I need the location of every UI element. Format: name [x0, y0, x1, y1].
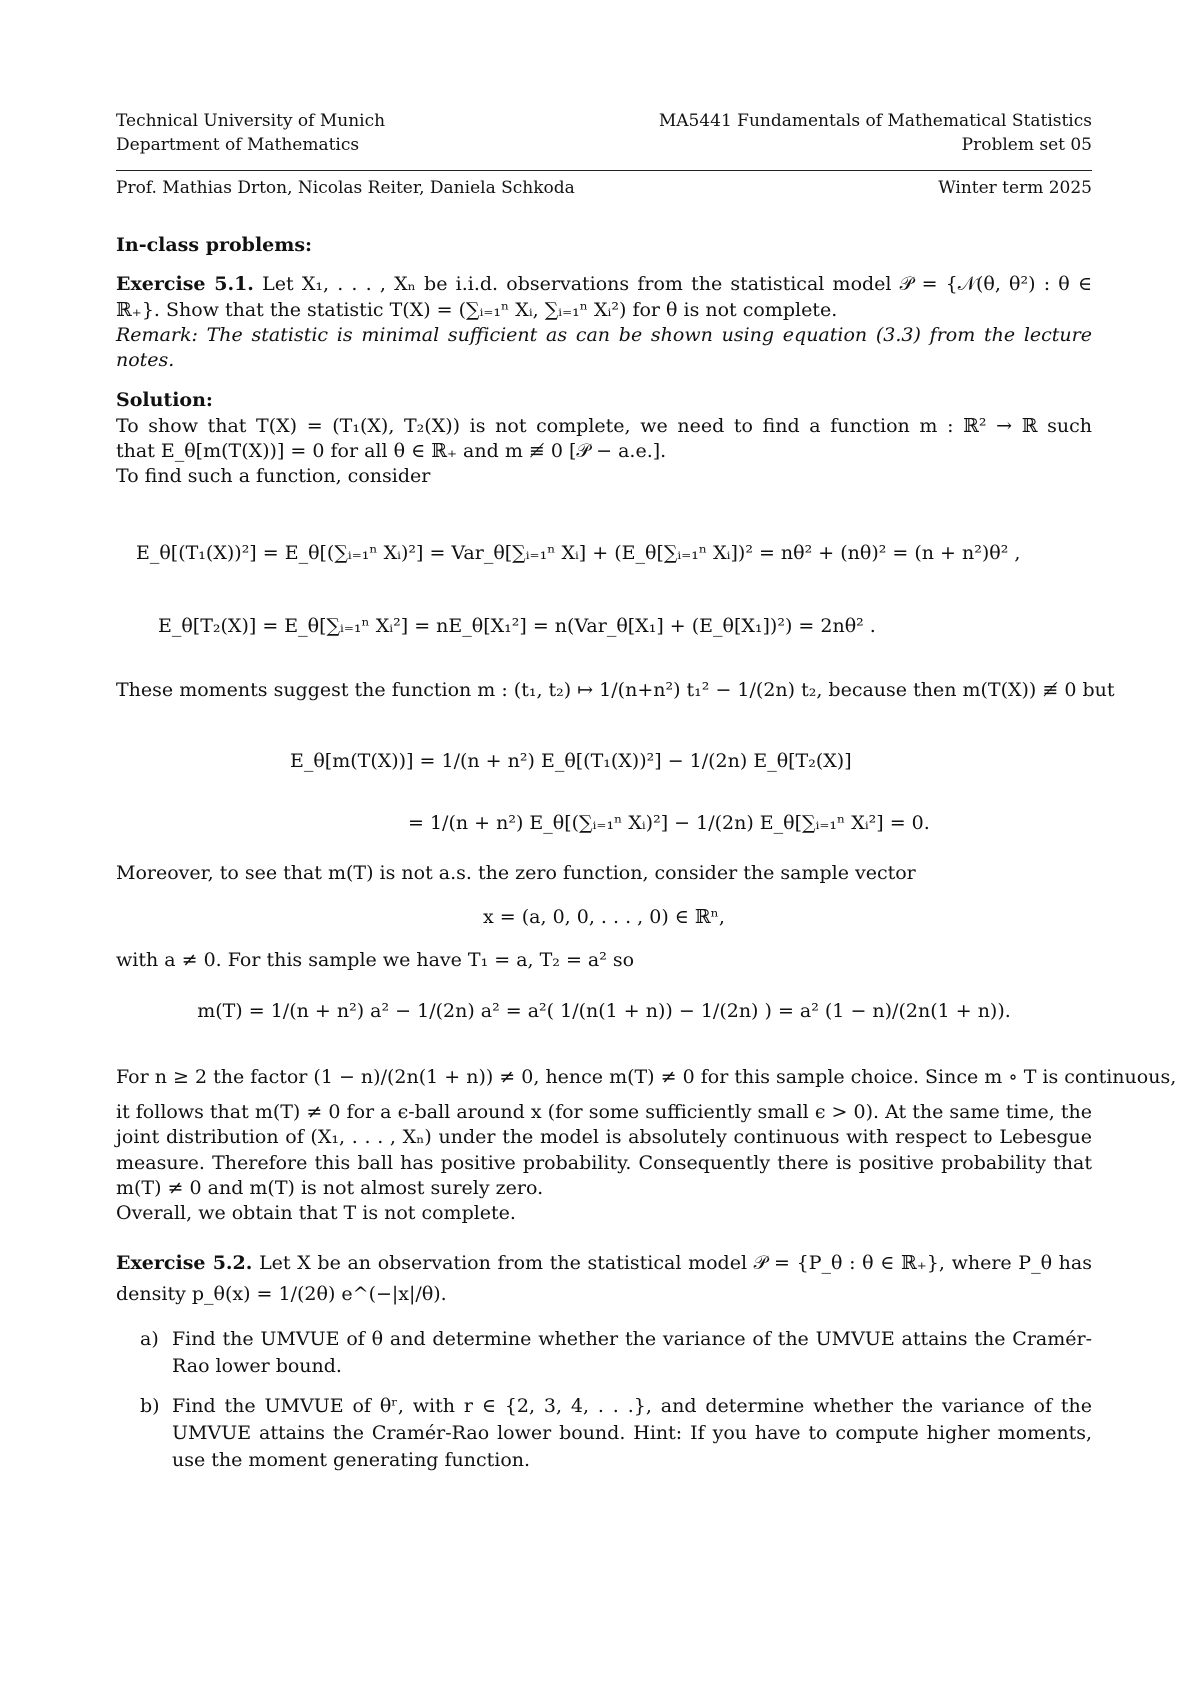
section-title: In-class problems: [116, 234, 313, 256]
solution-paragraph-5-line3: joint distribution of (X₁, . . . , Xₙ) under the model is absolutely continuous with respect to Lebesgue [116, 1126, 1092, 1148]
solution-paragraph-4: with a ≠ 0. For this sample we have T₁ = a, T₂ = a² so [116, 949, 635, 971]
course-title: MA5441 Fundamentals of Mathematical Statistics [658, 111, 1092, 131]
exercise-5-2-label: Exercise 5.2. [116, 1252, 253, 1274]
item-b-line2: UMVUE attains the Cramér-Rao lower bound. Hint: If you have to compute higher moments, [172, 1422, 1092, 1444]
exercise-5-2-statement-2: density p_θ(x) = 1/(2θ) e^(−|x|/θ). [116, 1283, 447, 1305]
item-b-line1: Find the UMVUE of θʳ, with r ∈ {2, 3, 4, . . .}, and determine whether the variance of the [172, 1395, 1092, 1417]
item-a-line2: Rao lower bound. [172, 1355, 342, 1377]
term: Winter term 2025 [938, 178, 1092, 198]
expectation-equation-1: E_θ[m(T(X))] = 1/(n + n²) E_θ[(T₁(X))²] − 1/(2n) E_θ[T₂(X)] [290, 750, 852, 772]
solution-paragraph-5-line4: measure. Therefore this ball has positive probability. Consequently there is positive probability that [116, 1152, 1092, 1174]
exercise-5-1-remark-2: notes. [116, 349, 175, 371]
expectation-equation-2: = 1/(n + n²) E_θ[(∑ᵢ₌₁ⁿ Xᵢ)²] − 1/(2n) E_θ[∑ᵢ₌₁ⁿ Xᵢ²] = 0. [408, 812, 930, 834]
solution-conclusion: Overall, we obtain that T is not complete. [116, 1202, 516, 1224]
item-a-label: a) [140, 1328, 159, 1350]
item-b-label: b) [140, 1395, 160, 1417]
solution-paragraph-5-line2: it follows that m(T) ≠ 0 for a ϵ-ball around x (for some sufficiently small ϵ > 0). At the same time, the [116, 1101, 1092, 1123]
solution-paragraph-1-line2: that E_θ[m(T(X))] = 0 for all θ ∈ ℝ₊ and m ≢ 0 [𝒫 − a.e.]. [116, 440, 667, 462]
exercise-5-1-remark-1: Remark: The statistic is minimal sufficient as can be shown using equation (3.3) from the lecture [116, 324, 1092, 346]
moment-equation-1: E_θ[(T₁(X))²] = E_θ[(∑ᵢ₌₁ⁿ Xᵢ)²] = Var_θ[∑ᵢ₌₁ⁿ Xᵢ] + (E_θ[∑ᵢ₌₁ⁿ Xᵢ])² = nθ² + (nθ)² = (n + n²)θ² , [136, 542, 1021, 564]
exercise-5-2-item-a [116, 1326, 1092, 1380]
solution-paragraph-1-line3: To find such a function, consider [116, 465, 431, 487]
department-name: Department of Mathematics [116, 135, 360, 155]
exercise-5-2-line1 [116, 1250, 1092, 1277]
m-of-t-equation: m(T) = 1/(n + n²) a² − 1/(2n) a² = a²( 1/(n(1 + n)) − 1/(2n) ) = a² (1 − n)/(2n(1 + n)). [197, 1000, 1011, 1022]
exercise-5-1-statement-2: ℝ₊}. Show that the statistic T(X) = (∑ᵢ₌₁ⁿ Xᵢ, ∑ᵢ₌₁ⁿ Xᵢ²) for θ is not complete. [116, 299, 838, 321]
university-name: Technical University of Munich [116, 111, 386, 131]
exercise-5-2-statement-1: Let X be an observation from the statistical model 𝒫 = {P_θ : θ ∈ ℝ₊}, where P_θ has [259, 1252, 1092, 1274]
authors: Prof. Mathias Drton, Nicolas Reiter, Daniela Schkoda [116, 178, 575, 198]
item-b-line3: use the moment generating function. [172, 1449, 531, 1471]
solution-paragraph-2: These moments suggest the function m : (t₁, t₂) ↦ 1/(n+n²) t₁² − 1/(2n) t₂, because then m(T(X)) ≢ 0 but [116, 679, 1115, 701]
problem-set-number: Problem set 05 [961, 135, 1092, 155]
exercise-5-1-label: Exercise 5.1. [116, 273, 254, 295]
sample-vector-equation: x = (a, 0, 0, . . . , 0) ∈ ℝⁿ, [483, 906, 725, 928]
solution-paragraph-5-line5: m(T) ≠ 0 and m(T) is not almost surely zero. [116, 1177, 544, 1199]
item-b-text [172, 1393, 1092, 1474]
header-divider [116, 170, 1092, 171]
item-a-text [172, 1326, 1092, 1380]
solution-paragraph-3: Moreover, to see that m(T) is not a.s. the zero function, consider the sample vector [116, 862, 916, 884]
solution-paragraph-5-line1: For n ≥ 2 the factor (1 − n)/(2n(1 + n)) ≠ 0, hence m(T) ≠ 0 for this sample choice. Since m ∘ T is continuous, [116, 1066, 1177, 1088]
moment-equation-2: E_θ[T₂(X)] = E_θ[∑ᵢ₌₁ⁿ Xᵢ²] = nE_θ[X₁²] = n(Var_θ[X₁] + (E_θ[X₁])²) = 2nθ² . [158, 615, 876, 637]
exercise-5-1-line1 [116, 271, 1092, 298]
item-a-line1: Find the UMVUE of θ and determine whether the variance of the UMVUE attains the Cramér- [172, 1328, 1092, 1350]
exercise-5-2-item-b [116, 1393, 1092, 1474]
solution-title: Solution: [116, 389, 213, 411]
solution-paragraph-1-line1: To show that T(X) = (T₁(X), T₂(X)) is not complete, we need to find a function m : ℝ² → ℝ such [116, 415, 1092, 437]
exercise-5-1-statement-1: Let X₁, . . . , Xₙ be i.i.d. observations from the statistical model 𝒫 = {𝒩(θ, θ²) : θ ∈ [262, 273, 1093, 295]
